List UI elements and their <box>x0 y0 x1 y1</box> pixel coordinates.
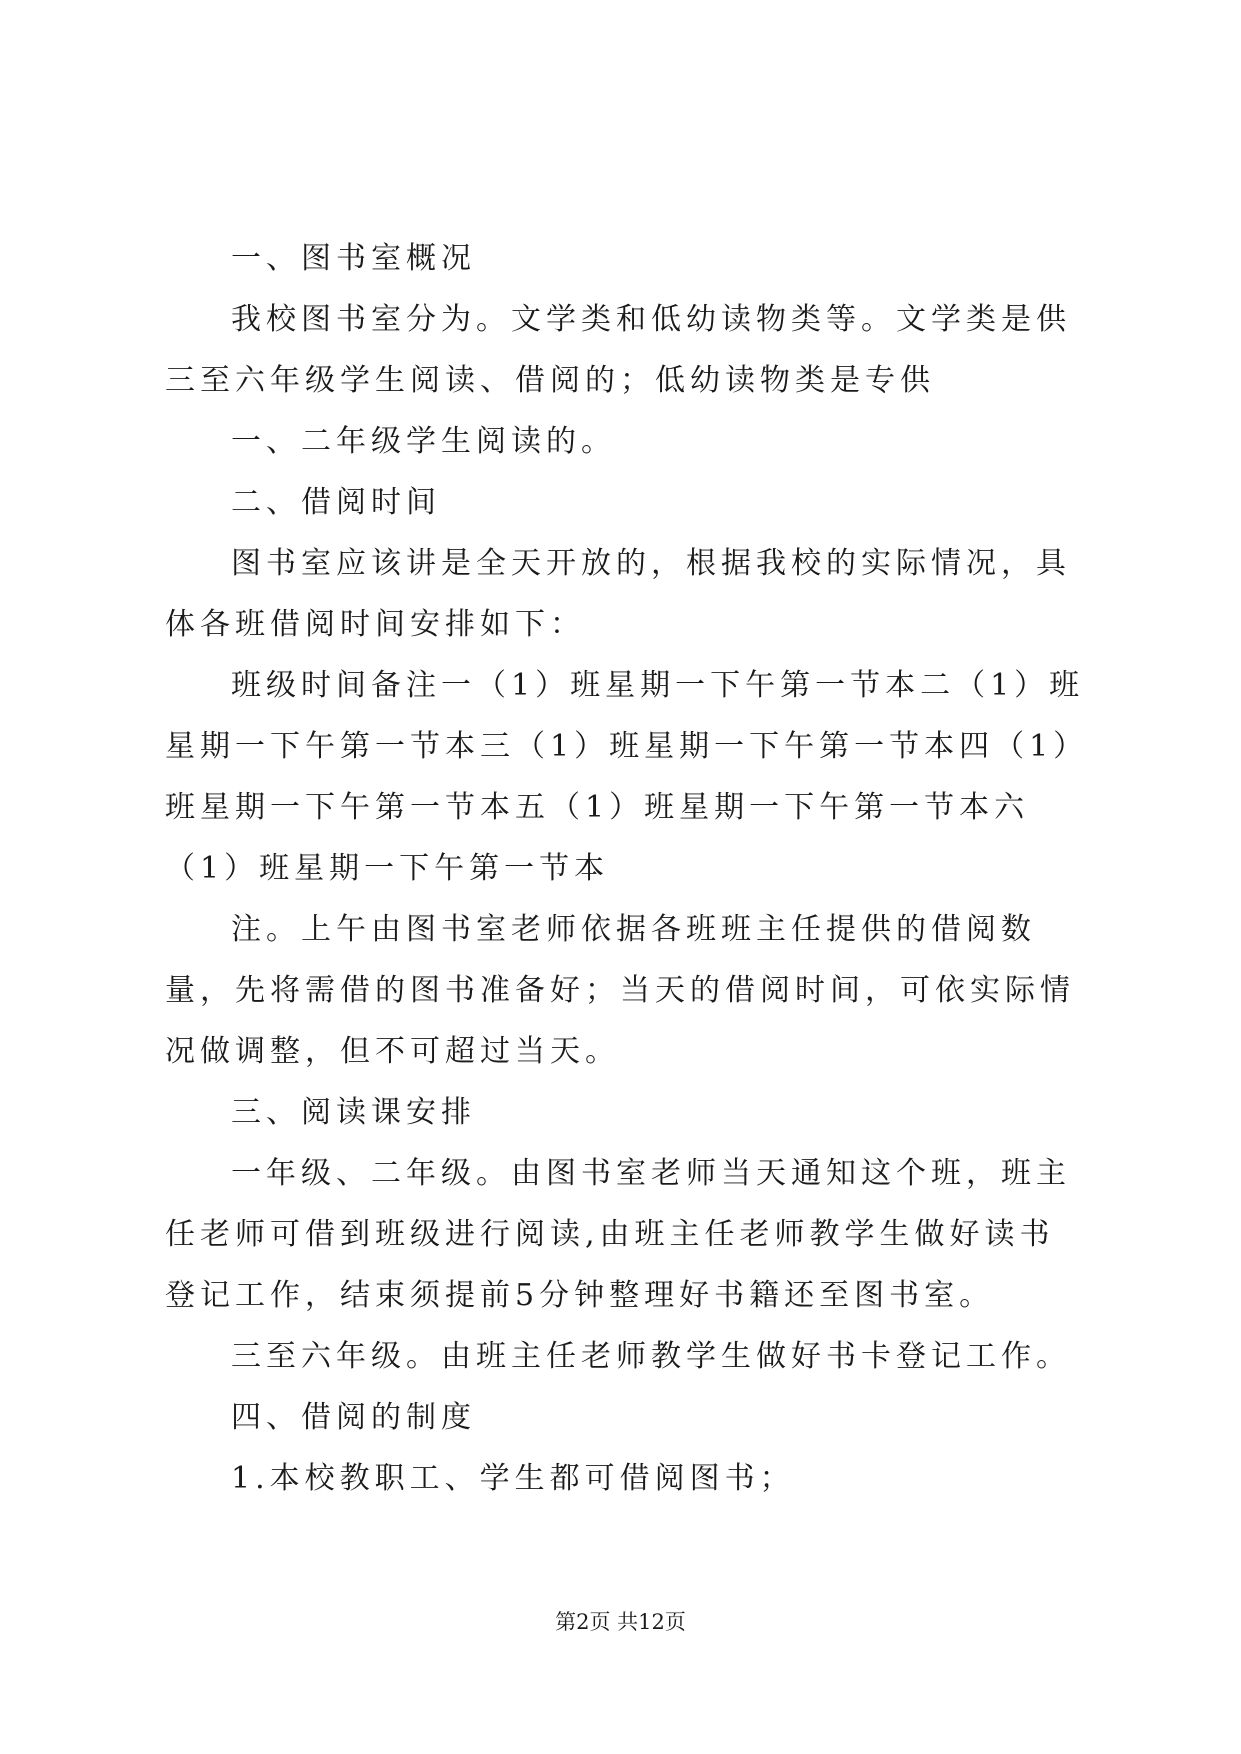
heading-library-overview: 一、图书室概况 <box>231 241 476 276</box>
heading-reading-class: 三、阅读课安排 <box>231 1095 476 1130</box>
document-body <box>165 228 1085 1509</box>
paragraph-grade-1-2: 一、二年级学生阅读的。 <box>231 424 616 459</box>
paragraph-grade-1-2-reading: 一年级、二年级。由图书室老师当天通知这个班，班主任老师可借到班级进行阅读,由班主任老师教学生做好读书登记工作，结束须提前5分钟整理好书籍还至图书室。 <box>165 1156 1071 1313</box>
paragraph-library-categories: 我校图书室分为。文学类和低幼读物类等。文学类是供三至六年级学生阅读、借阅的；低幼读物类是专供 <box>165 302 1071 398</box>
paragraph-grade-3-6-reading: 三至六年级。由班主任老师教学生做好书卡登记工作。 <box>231 1339 1071 1374</box>
paragraph-opening-hours: 图书室应该讲是全天开放的，根据我校的实际情况，具体各班借阅时间安排如下： <box>165 546 1071 642</box>
paragraph-rule-1: 1.本校教职工、学生都可借阅图书； <box>231 1461 795 1496</box>
paragraph-note: 注。上午由图书室老师依据各班班主任提供的借阅数量，先将需借的图书准备好；当天的借阅时间，可依实际情况做调整，但不可超过当天。 <box>165 912 1075 1069</box>
paragraph-class-schedule: 班级时间备注一（1）班星期一下午第一节本二（1）班星期一下午第一节本三（1）班星期一下午第一节本四（1）班星期一下午第一节本五（1）班星期一下午第一节本六（1）班星期一下午第一节本 <box>165 668 1085 886</box>
heading-borrowing-time: 二、借阅时间 <box>231 485 441 520</box>
heading-borrowing-rules: 四、借阅的制度 <box>231 1400 476 1435</box>
page-number: 第2页 共12页 <box>555 1610 686 1634</box>
